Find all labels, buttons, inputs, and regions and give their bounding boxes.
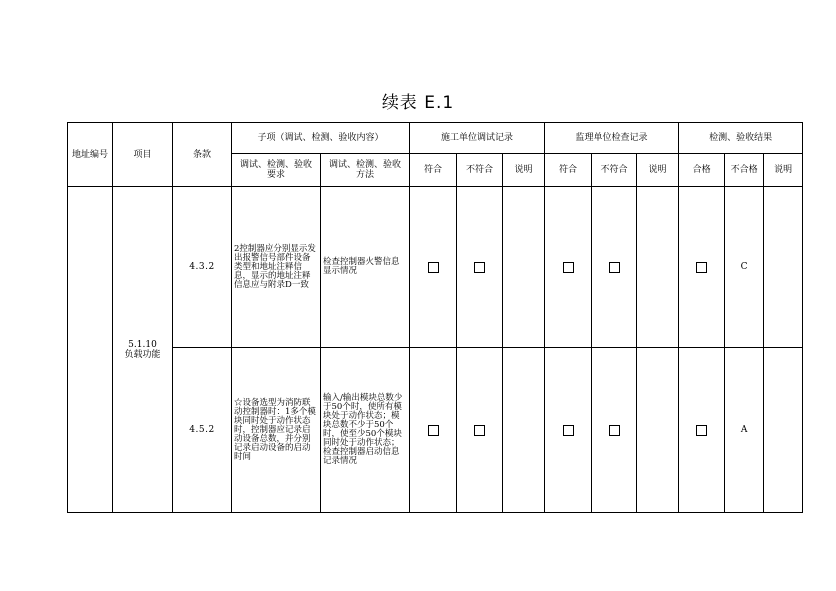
requirement-cell: ☆设备选型为消防联动控制器时：1多个模块同时处于动作状态时，控制器应记录启动设备总数，并分别记录启动设备的启动时间 xyxy=(232,348,321,513)
header-sub-item: 子项（调试、检测、验收内容） xyxy=(232,123,410,154)
header-construction-conform: 符合 xyxy=(410,154,457,187)
supervision-remark-cell xyxy=(637,187,679,348)
supervision-remark-cell xyxy=(637,348,679,513)
result-unqualified-cell: A xyxy=(725,348,764,513)
supervision-nonconform-checkbox[interactable] xyxy=(609,262,620,273)
result-qualified-cell[interactable] xyxy=(679,187,725,348)
header-clause: 条款 xyxy=(173,123,232,187)
page-title: 续表 E.1 xyxy=(381,93,455,113)
supervision-conform-cell[interactable] xyxy=(545,187,592,348)
header-result: 检测、验收结果 xyxy=(679,123,803,154)
supervision-conform-checkbox[interactable] xyxy=(563,425,574,436)
supervision-conform-cell[interactable] xyxy=(545,348,592,513)
construction-conform-checkbox[interactable] xyxy=(428,262,439,273)
header-supervision-record: 监理单位检查记录 xyxy=(545,123,679,154)
construction-nonconform-cell[interactable] xyxy=(457,187,503,348)
method-cell: 检查控制器火警信息显示情况 xyxy=(321,187,410,348)
header-address-no: 地址编号 xyxy=(68,123,113,187)
address-no-cell xyxy=(68,187,113,513)
requirement-cell: 2控制器应分别显示发出报警信号部件设备类型和地址注释信息，显示的地址注释信息应与附录D一致 xyxy=(232,187,321,348)
header-item: 项目 xyxy=(113,123,173,187)
supervision-conform-checkbox[interactable] xyxy=(563,262,574,273)
construction-nonconform-checkbox[interactable] xyxy=(474,262,485,273)
result-qualified-checkbox[interactable] xyxy=(696,262,707,273)
result-qualified-cell[interactable] xyxy=(679,348,725,513)
header-construction-remark: 说明 xyxy=(503,154,545,187)
method-cell: 输入/输出模块总数少于50个时，使所有模块处于动作状态；模块总数不少于50个时，使至少50个模块同时处于动作状态；检查控制器启动信息记录情况 xyxy=(321,348,410,513)
header-result-remark: 说明 xyxy=(764,154,803,187)
header-supervision-conform: 符合 xyxy=(545,154,592,187)
clause-cell: 4.3.2 xyxy=(173,187,232,348)
construction-conform-cell[interactable] xyxy=(410,187,457,348)
result-unqualified-cell: C xyxy=(725,187,764,348)
header-supervision-nonconform: 不符合 xyxy=(592,154,637,187)
table-row xyxy=(68,187,803,348)
inspection-table xyxy=(67,122,803,513)
header-supervision-remark: 说明 xyxy=(637,154,679,187)
supervision-nonconform-cell[interactable] xyxy=(592,187,637,348)
result-qualified-checkbox[interactable] xyxy=(696,425,707,436)
clause-cell: 4.5.2 xyxy=(173,348,232,513)
supervision-nonconform-cell[interactable] xyxy=(592,348,637,513)
construction-conform-cell[interactable] xyxy=(410,348,457,513)
construction-remark-cell xyxy=(503,187,545,348)
header-construction-nonconform: 不符合 xyxy=(457,154,503,187)
construction-nonconform-checkbox[interactable] xyxy=(474,425,485,436)
item-cell xyxy=(113,187,173,513)
table-row xyxy=(68,348,803,513)
header-method: 调试、检测、验收方法 xyxy=(321,154,410,187)
header-requirement: 调试、检测、验收要求 xyxy=(232,154,321,187)
construction-conform-checkbox[interactable] xyxy=(428,425,439,436)
header-construction-record: 施工单位调试记录 xyxy=(410,123,545,154)
item-label: 负载功能 xyxy=(124,349,161,360)
item-number: 5.1.10 xyxy=(128,339,157,350)
result-remark-cell xyxy=(764,348,803,513)
construction-remark-cell xyxy=(503,348,545,513)
header-result-unqualified: 不合格 xyxy=(725,154,764,187)
supervision-nonconform-checkbox[interactable] xyxy=(609,425,620,436)
header-result-qualified: 合格 xyxy=(679,154,725,187)
construction-nonconform-cell[interactable] xyxy=(457,348,503,513)
result-remark-cell xyxy=(764,187,803,348)
